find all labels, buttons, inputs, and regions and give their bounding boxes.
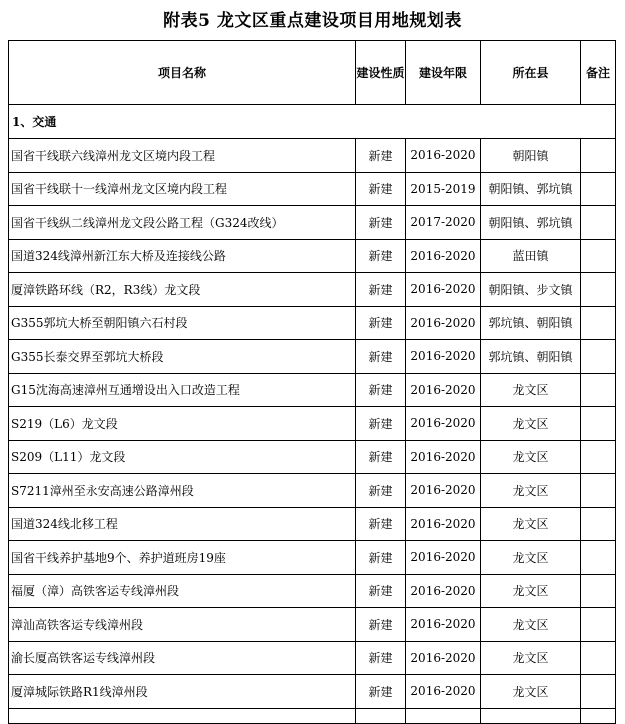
cell-construction-period: 2016-2020 [406,507,481,541]
cell-construction-period: 2016-2020 [406,373,481,407]
cell-county: 朝阳镇、郭坑镇 [481,172,581,206]
cell-remark [581,172,616,206]
cell-project-name: 厦漳铁路环线（R2，R3线）龙文段 [9,273,356,307]
cell-county: 朝阳镇、郭坑镇 [481,206,581,240]
cell-construction-nature: 新建 [356,440,406,474]
cell-construction-period: 2016-2020 [406,273,481,307]
cell-remark [581,407,616,441]
cell-county: 蓝田镇 [481,239,581,273]
empty-cell [406,708,481,723]
cell-remark [581,373,616,407]
empty-cell [581,708,616,723]
cell-project-name: 渝长厦高铁客运专线漳州段 [9,641,356,675]
cell-construction-nature: 新建 [356,273,406,307]
cell-construction-period: 2016-2020 [406,675,481,709]
cell-project-name: 福厦（漳）高铁客运专线漳州段 [9,574,356,608]
cell-remark [581,641,616,675]
cell-construction-nature: 新建 [356,340,406,374]
section-label: 1、交通 [9,105,616,139]
cell-construction-nature: 新建 [356,172,406,206]
table-row [9,440,616,474]
cell-remark [581,541,616,575]
cell-remark [581,306,616,340]
cell-project-name: 国省干线联六线漳州龙文区境内段工程 [9,139,356,173]
cell-county: 龙文区 [481,608,581,642]
cell-county: 龙文区 [481,440,581,474]
table-row [9,407,616,441]
table-row [9,273,616,307]
cell-county: 朝阳镇 [481,139,581,173]
table-row [9,675,616,709]
land-use-plan-table [8,40,616,724]
cell-construction-nature: 新建 [356,239,406,273]
table-row [9,608,616,642]
header-row [9,41,616,105]
empty-cell [356,708,406,723]
cell-construction-period: 2017-2020 [406,206,481,240]
cell-construction-nature: 新建 [356,206,406,240]
cell-construction-period: 2016-2020 [406,541,481,575]
cell-remark [581,507,616,541]
cell-project-name: G15沈海高速漳州互通增设出入口改造工程 [9,373,356,407]
header-project-name: 项目名称 [9,41,356,105]
cell-county: 龙文区 [481,474,581,508]
cell-construction-period: 2016-2020 [406,608,481,642]
cell-remark [581,139,616,173]
table-row [9,641,616,675]
cell-project-name: 国省干线联十一线漳州龙文区境内段工程 [9,172,356,206]
cell-construction-period: 2015-2019 [406,172,481,206]
cell-construction-nature: 新建 [356,507,406,541]
header-remark: 备注 [581,41,616,105]
table-row [9,206,616,240]
cell-remark [581,574,616,608]
cell-construction-nature: 新建 [356,474,406,508]
cell-county: 龙文区 [481,641,581,675]
cell-construction-nature: 新建 [356,641,406,675]
cell-construction-nature: 新建 [356,306,406,340]
table-row [9,474,616,508]
table-row [9,172,616,206]
section-row [9,105,616,139]
cell-remark [581,340,616,374]
cell-construction-period: 2016-2020 [406,474,481,508]
table-row [9,340,616,374]
cell-project-name: S219（L6）龙文段 [9,407,356,441]
table-row [9,541,616,575]
cell-county: 龙文区 [481,373,581,407]
cell-construction-nature: 新建 [356,675,406,709]
table-row [9,373,616,407]
cell-construction-nature: 新建 [356,608,406,642]
table-row-partial [9,708,616,723]
empty-cell [9,708,356,723]
cell-construction-nature: 新建 [356,541,406,575]
cell-construction-period: 2016-2020 [406,306,481,340]
cell-construction-period: 2016-2020 [406,574,481,608]
header-county: 所在县 [481,41,581,105]
cell-project-name: S7211漳州至永安高速公路漳州段 [9,474,356,508]
cell-construction-nature: 新建 [356,373,406,407]
cell-county: 龙文区 [481,541,581,575]
cell-construction-period: 2016-2020 [406,340,481,374]
cell-remark [581,206,616,240]
cell-county: 龙文区 [481,407,581,441]
table-row [9,507,616,541]
cell-project-name: G355郭坑大桥至朝阳镇六石村段 [9,306,356,340]
cell-project-name: S209（L11）龙文段 [9,440,356,474]
cell-project-name: 国道324线北移工程 [9,507,356,541]
cell-project-name: 国省干线养护基地9个、养护道班房19座 [9,541,356,575]
cell-construction-period: 2016-2020 [406,239,481,273]
cell-construction-period: 2016-2020 [406,139,481,173]
header-construction-nature: 建设性质 [356,41,406,105]
cell-county: 郭坑镇、朝阳镇 [481,306,581,340]
table-title: 附表5 龙文区重点建设项目用地规划表 [163,11,462,31]
cell-county: 郭坑镇、朝阳镇 [481,340,581,374]
cell-county: 龙文区 [481,507,581,541]
cell-county: 龙文区 [481,574,581,608]
cell-remark [581,239,616,273]
empty-cell [481,708,581,723]
cell-remark [581,675,616,709]
cell-project-name: 国道324线漳州新江东大桥及连接线公路 [9,239,356,273]
cell-county: 龙文区 [481,675,581,709]
cell-project-name: 漳汕高铁客运专线漳州段 [9,608,356,642]
cell-county: 朝阳镇、步文镇 [481,273,581,307]
cell-construction-nature: 新建 [356,139,406,173]
cell-project-name: G355长泰交界至郭坑大桥段 [9,340,356,374]
table-row [9,306,616,340]
table-row [9,139,616,173]
header-construction-period: 建设年限 [406,41,481,105]
cell-remark [581,273,616,307]
cell-remark [581,440,616,474]
cell-construction-nature: 新建 [356,407,406,441]
cell-construction-period: 2016-2020 [406,641,481,675]
cell-remark [581,474,616,508]
cell-construction-period: 2016-2020 [406,440,481,474]
cell-construction-period: 2016-2020 [406,407,481,441]
cell-construction-nature: 新建 [356,574,406,608]
table-row [9,574,616,608]
table-row [9,239,616,273]
cell-project-name: 国省干线纵二线漳州龙文段公路工程（G324改线） [9,206,356,240]
cell-project-name: 厦漳城际铁路R1线漳州段 [9,675,356,709]
cell-remark [581,608,616,642]
